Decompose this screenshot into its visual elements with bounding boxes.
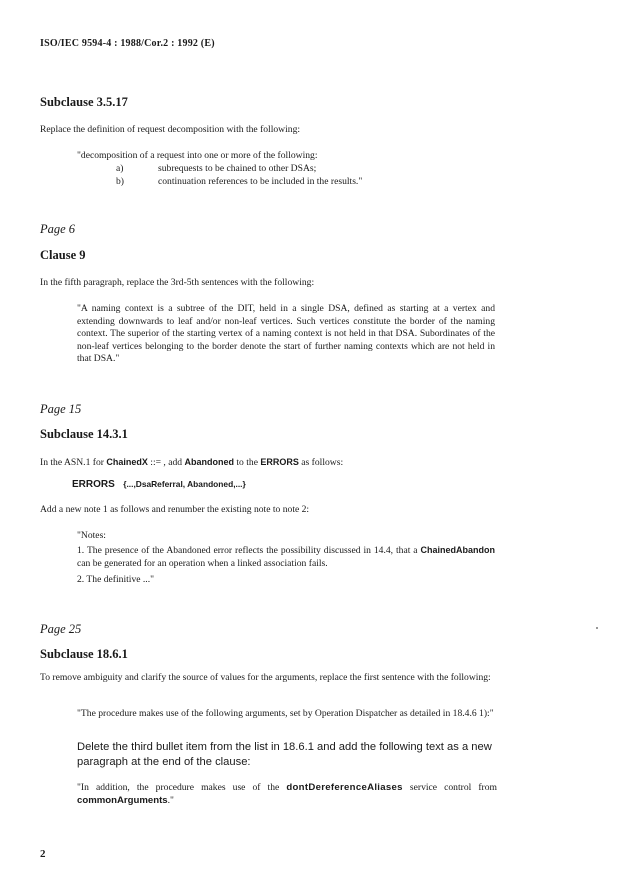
note-1-text: 1. The presence of the Abandoned error reflects the possibility discussed in 14.4, that a (77, 545, 418, 556)
subclause-18-6-1-heading: Subclause 18.6.1 (40, 647, 128, 661)
instruction-text: as follows: (298, 457, 344, 468)
delete-bullet-instruction: Delete the third bullet item from the list in 18.6.1 and add the following text as a new paragraph at the end of the clause: (77, 741, 492, 768)
dont-dereference-quote (77, 782, 497, 807)
code-dontdereferencealiases: dontDereferenceAliases (286, 782, 403, 793)
list-item-text: subrequests to be chained to other DSAs; (158, 163, 317, 174)
procedure-arguments-quote: "The procedure makes use of the following arguments, set by Operation Dispatcher as detailed in 18.4.6 1):" (77, 708, 494, 719)
decomposition-list (116, 163, 362, 188)
subclause-14-3-1-heading: Subclause 14.3.1 (40, 427, 128, 441)
page-number: 2 (40, 848, 46, 860)
note-1 (77, 544, 495, 570)
list-item (116, 176, 362, 189)
code-chainedx: ChainedX (106, 457, 148, 467)
page-15-label: Page 15 (40, 402, 82, 416)
page-6-label: Page 6 (40, 222, 76, 236)
document-header: ISO/IEC 9594-4 : 1988/Cor.2 : 1992 (E) (40, 38, 215, 49)
decomposition-quote-open: "decomposition of a request into one or more of the following: (77, 150, 318, 161)
naming-context-quote: "A naming context is a subtree of the DIT, held in a single DSA, defined as starting at a vertex and extending downwards to leaf and/or non-leaf vertices. Such vertices constitute the border of the naming context. The superior of the starting vertex of a naming context is not held in that DSA. Subordinates of the non-leaf vertices belonging to the border denote the start of further naming contexts which are not held in that DSA." (77, 303, 495, 365)
subclause-3-5-17-instruction: Replace the definition of request decomposition with the following: (40, 124, 301, 135)
list-item-label: b) (116, 175, 124, 187)
scan-speck (596, 627, 598, 629)
clause-9-heading: Clause 9 (40, 248, 86, 262)
note-instruction: Add a new note 1 as follows and renumber the existing note to note 2: (40, 504, 310, 515)
list-item-text: continuation references to be included in the results." (158, 175, 363, 187)
code-commonarguments: commonArguments (77, 794, 168, 806)
subclause-14-3-1-instruction (40, 456, 343, 470)
instruction-text: In the ASN.1 for (40, 457, 107, 468)
quote-text: ." (167, 794, 174, 806)
quote-text: "In addition, the procedure makes use of the (77, 782, 287, 793)
clause-9-instruction: In the fifth paragraph, replace the 3rd-5th sentences with the following: (40, 277, 315, 288)
code-abandoned: Abandoned (184, 457, 234, 467)
notes-heading: "Notes: (77, 530, 106, 541)
quote-text: service control from (402, 782, 497, 793)
subclause-3-5-17-heading: Subclause 3.5.17 (40, 95, 128, 109)
asn1-errors-line (72, 479, 246, 490)
instruction-text: to the (233, 457, 261, 468)
note-2: 2. The definitive ..." (77, 574, 155, 585)
instruction-text: ::= , add (147, 457, 185, 468)
code-chainedabandon: ChainedAbandon (420, 545, 495, 555)
note-1-text: can be generated for an operation when a linked association fails. (77, 557, 328, 569)
list-item-label: a) (116, 163, 124, 174)
code-errors-body: {...,DsaReferral, Abandoned,...} (123, 479, 246, 489)
subclause-18-6-1-instruction: To remove ambiguity and clarify the source of values for the arguments, replace the first sentence with the following: (40, 672, 491, 683)
code-errors: ERRORS (260, 457, 299, 467)
code-errors-keyword: ERRORS (72, 479, 115, 490)
list-item (116, 163, 362, 176)
page-25-label: Page 25 (40, 622, 82, 636)
